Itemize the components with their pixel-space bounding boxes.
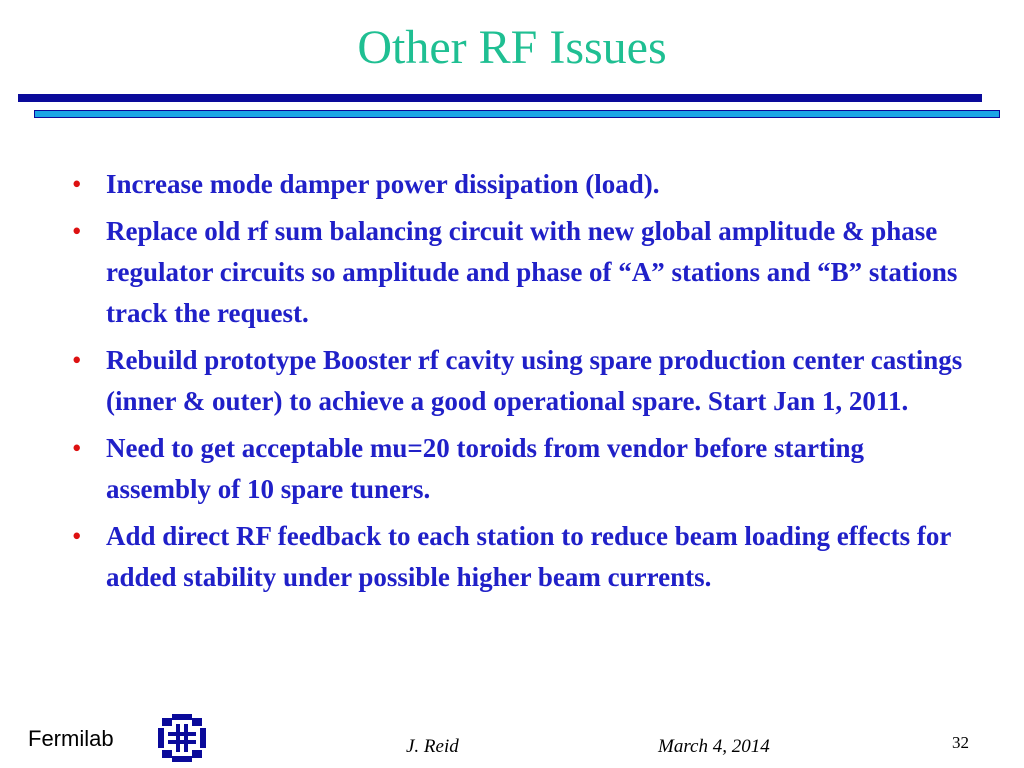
footer-date: March 4, 2014 [658, 736, 770, 757]
bullet-text: Add direct RF feedback to each station to reduce beam loading effects for added stability under possible higher beam currents. [106, 521, 951, 592]
title-rule-light [34, 110, 1000, 118]
bullet-dot-icon: • [72, 169, 82, 199]
page-number: 32 [952, 733, 969, 752]
slide-title: Other RF Issues [357, 21, 667, 74]
bullet-item [72, 516, 972, 598]
fermilab-logo-icon [158, 714, 206, 762]
bullet-text: Rebuild prototype Booster rf cavity using spare production center castings (inner & outer) to achieve a good operational spare. Start Jan 1, 2011. [106, 345, 963, 416]
footer-author: J. Reid [406, 736, 459, 757]
bullet-item [72, 164, 972, 205]
bullet-text: Replace old rf sum balancing circuit with new global amplitude & phase regulator circuits so amplitude and phase of “A” stations and “B” stations track the request. [106, 216, 958, 328]
bullet-text: Increase mode damper power dissipation (load). [106, 169, 660, 199]
bullet-dot-icon: • [72, 345, 82, 375]
bullet-item [72, 211, 972, 334]
bullet-item [72, 428, 972, 510]
title-rule-dark [18, 94, 982, 102]
bullet-dot-icon: • [72, 216, 82, 246]
bullet-dot-icon: • [72, 521, 82, 551]
footer-brand: Fermilab [28, 726, 114, 751]
bullet-item [72, 340, 972, 422]
bullet-list [72, 164, 972, 604]
bullet-dot-icon: • [72, 433, 82, 463]
bullet-text: Need to get acceptable mu=20 toroids from vendor before starting assembly of 10 spare tuners. [106, 433, 865, 504]
